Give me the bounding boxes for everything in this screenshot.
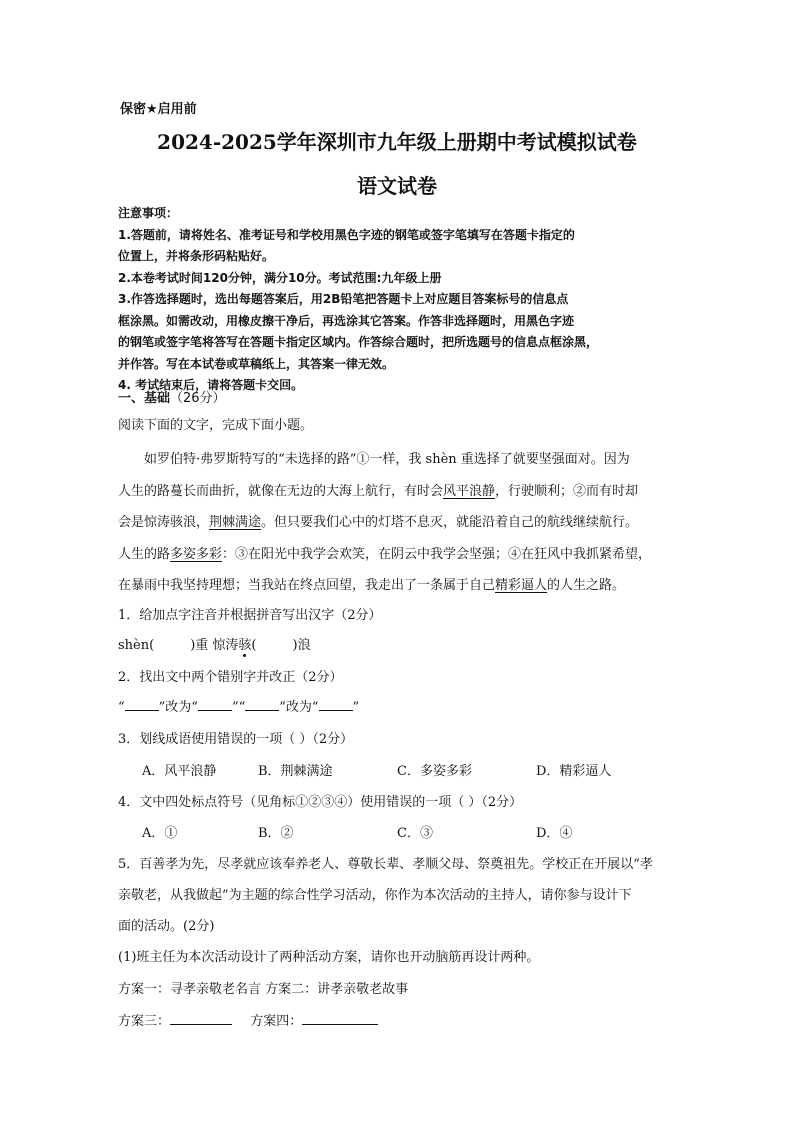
question-1: 1．给加点字注音并根据拼音写出汉字（2分） [118,608,382,623]
confidential-label: 保密★启用前 [120,102,197,117]
exam-title: 2024-2025学年深圳市九年级上册期中考试模拟试卷 [157,130,637,154]
notes-line: 1.答题前，请将姓名、准考证号和学校用黑色字迹的钢笔或签字笔填写在答题卡指定的 [118,227,575,242]
option-a[interactable]: A．① [142,826,178,841]
reading-passage [118,444,678,602]
notes-line: 并作答。写在本试卷或草稿纸上，其答案一律无效。 [118,356,395,371]
question-2: 2．找出文中两个错别字并改正（2分） [118,670,343,685]
notes-line: 的钢笔或签字笔将答写在答题卡指定区域内。作答综合题时，把所选题号的信息点框涂黑， [118,335,599,349]
question-5-sub-1: (1)班主任为本次活动设计了两种活动方案，请你也开动脑筋再设计两种。 [118,950,540,965]
passage-line: 在暴雨中我坚持理想；当我站在终点回望，我走出了一条属于自己精彩逼人的人生之路。 [118,578,626,593]
plans-to-fill: 方案三： 方案四： [118,1010,378,1029]
notes-line: 2.本卷考试时间120分钟，满分10分。考试范围:九年级上册 [118,270,442,285]
dotted-character: 骇 [238,634,251,653]
passage-line: 人生的路多姿多彩：③在阳光中我学会欢笑，在阴云中我学会坚强；④在狂风中我抓紧希望， [118,546,652,562]
section-label: 一、基础 [118,391,171,406]
passage-line: 如罗伯特·弗罗斯特写的“未选择的路”①一样，我 shèn 重选择了就要坚强面对。因为 [144,452,630,467]
plans-given: 方案一：寻孝亲敬老名言 方案二：讲孝亲敬老故事 [118,982,409,997]
question-5-line: 亲敬老，从我做起”为主题的综合性学习活动，你作为本次活动的主持人，请你参与设计下 [118,888,632,903]
plan-4-blank[interactable] [302,1010,378,1025]
passage-line: 人生的路蔓长而曲折，就像在无边的大海上航行，有时会风平浪静，行驶顺利；②而有时却 [118,483,639,499]
underlined-idiom: 多姿多彩 [170,546,223,562]
notes-line: 框涂黑。如需改动，用橡皮擦干净后，再选涂其它答案。作答非选择题时，用黑色字迹 [118,313,575,328]
question-1-answer-line: shèn( )重 惊涛骇( )浪 [118,634,311,653]
notes-line: 3.作答选择题时，选出每题答案后，用2B铅笔把答题卡上对应题目答案标号的信息点 [118,292,569,306]
option-d[interactable]: D．④ [536,826,573,841]
notes-line: 位置上，并将条形码粘贴好。 [118,249,275,263]
notes-line: 4. 考试结束后，请将答题卡交回。 [118,378,304,392]
answer-blank[interactable] [125,696,159,711]
option-c[interactable]: C．多姿多彩 [397,764,472,779]
question-5-line: 面的活动。(2分) [118,919,215,934]
exam-subtitle: 语文试卷 [357,174,437,198]
option-a[interactable]: A．风平浪静 [142,764,217,779]
question-4: 4．文中四处标点符号（见角标①②③④）使用错误的一项（ ）（2分） [118,795,523,810]
underlined-idiom: 风平浪静 [443,483,496,499]
underlined-idiom: 精彩逼人 [495,578,548,593]
option-c[interactable]: C．③ [397,826,433,841]
section-heading [118,387,226,406]
option-b[interactable]: B．② [258,826,294,841]
question-3: 3．划线成语使用错误的一项（ ）（2分） [118,732,354,747]
underlined-idiom: 荆棘满途 [209,515,262,530]
option-b[interactable]: B．荆棘满途 [258,764,333,779]
passage-line: 会是惊涛骇浪，荆棘满途。但只要我们心中的灯塔不息灭，就能沿着自己的航线继续航行。 [118,515,639,530]
notes-heading: 注意事项： [118,206,179,220]
option-d[interactable]: D．精彩逼人 [536,764,612,779]
answer-blank[interactable] [198,696,232,711]
section-points: （26分） [170,391,226,406]
plan-3-blank[interactable] [170,1010,232,1025]
answer-blank[interactable] [245,696,279,711]
notes-block [118,203,598,397]
question-5-line: 5．百善孝为先，尽孝就应该奉养老人、尊敬长辈、孝顺父母、祭奠祖先。学校正在开展以“孝 [118,857,653,872]
answer-blank[interactable] [319,696,353,711]
reading-instruction: 阅读下面的文字，完成下面小题。 [118,418,314,433]
question-2-answer-line: “ ”改为“ ”“ ”改为“ ” [118,696,359,715]
